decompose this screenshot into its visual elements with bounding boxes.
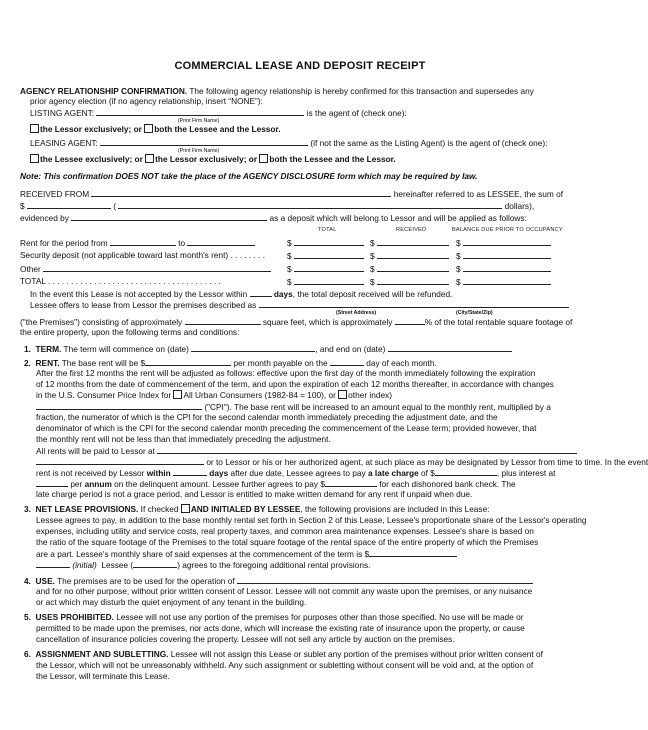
section-assignment-line-1: 6. ASSIGNMENT AND SUBLETTING. Lessee will not assign this Lease or sublet any portion of the premises without prior written consent of [24,649,543,659]
print-firm-name-caption: (Print Firm Name) [178,118,220,124]
expense-share-field[interactable] [369,548,457,557]
section-rent-line-1: 2. RENT. The base rent will be $ per month payable on the day of each month. [24,358,437,368]
assignment-line-3: the Lessor, will terminate this Lease. [36,671,170,681]
other-received-field[interactable] [377,263,449,272]
section-term: 1. TERM. The term will commence on (date) , and end on (date) [24,343,512,354]
rent-received-field[interactable] [377,237,449,246]
acceptance-line: In the event this Lease is not accepted by the Lessor within days, the total deposit received will be refunded. [30,289,453,299]
leasing-agent-field[interactable] [100,137,308,146]
evidenced-row: evidenced by as a deposit which will belong to Lessor and will be applied as follows: [20,213,527,223]
rent-to-field[interactable] [187,237,255,246]
rent-line-2: After the first 12 months the rent will be adjusted as follows: effective upon the first day of the month immediately following the expiration [36,368,536,378]
rent-line-6: fraction, the numerator of which is the CPI for the second calendar month immediately preceding the adjustment date, and the [36,412,498,422]
rent-total-field[interactable] [294,237,364,246]
square-feet-field[interactable] [185,316,261,325]
col-header-balance: BALANCE DUE PRIOR TO OCCUPANCY [452,227,563,233]
city-state-zip-caption: (City/State/Zip) [456,310,493,316]
received-from-row: RECEIVED FROM hereinafter referred to as LESSEE, the sum of [20,189,564,199]
agency-line-1: AGENCY RELATIONSHIP CONFIRMATION. The following agency relationship is hereby confirmed for this transaction and supersedes any [20,86,534,96]
prohibited-line-2: permitted to be made upon the premises, nor acts done, which will increase the existing rate of insurance upon the property, or cause [36,623,525,633]
base-rent-field[interactable] [145,357,231,366]
rent-line-3: of 12 months from the date of commencement of the term, and upon the expiration of each 12 months thereafter, in accordance with changes [36,379,554,389]
lessor-exclusive-checkbox-2[interactable] [145,154,154,163]
operation-use-field[interactable] [237,575,533,584]
sum-words-field[interactable] [118,200,502,209]
col-header-received: RECEIVED [396,227,427,233]
evidenced-by-field[interactable] [71,212,267,221]
grand-received-field[interactable] [377,276,449,285]
security-deposit-row: Security deposit (not applicable toward last month's rent) . . . . . . . . [20,250,266,260]
security-balance-field[interactable] [463,250,551,259]
cpi-other-checkbox[interactable] [338,390,347,399]
lessee-initials-field[interactable] [133,559,177,568]
rent-line-5: ("CPI"). The base rent will be increased to an amount equal to the monthly rent, multiplied by a [36,401,551,412]
leasing-agent-row: LEASING AGENT: (if not the same as the Listing Agent) is the agent of (check one): [30,138,548,148]
other-received-cell: $ [370,263,449,274]
security-balance-cell: $ [456,250,551,261]
square-feet-line: ("the Premises") consisting of approximately square feet, which is approximately % of the total rentable square footage of [20,317,573,327]
premises-address-field[interactable] [259,299,569,308]
grand-received-cell: $ [370,276,449,287]
section-prohibited-line-1: 5. USES PROHIBITED. Lessee will not use any portion of the premises for purposes other than those specified. No use will be made or [24,612,524,622]
print-firm-name-caption-2: (Print Firm Name) [178,148,220,154]
both-checkbox-2[interactable] [259,154,268,163]
premises-line: Lessee offers to lease from Lessor the premises described as [30,299,569,310]
net-lease-line-2: Lessee agrees to pay, in addition to the base monthly rental set forth in Section 2 of this Lease, Lessee's proportionate share of the Lessor's operating [36,515,587,525]
other-balance-cell: $ [456,263,551,274]
percent-field[interactable] [395,316,425,325]
other-total-field[interactable] [294,263,364,272]
dishonored-check-fee-field[interactable] [325,478,377,487]
received-from-field[interactable] [91,188,391,197]
grand-total-cell: $ [287,276,364,287]
rent-line-7: denominator of which is the CPI for the second calendar month preceding the commencement of the Lease term; provided however, that [36,423,537,433]
cpi-urban-checkbox[interactable] [173,390,182,399]
security-received-cell: $ [370,250,449,261]
grand-total-field[interactable] [294,276,364,285]
rent-period-row: Rent for the period from to [20,237,255,248]
other-total-cell: $ [287,263,364,274]
section-use-line-1: 4. USE. The premises are to be used for the operation of [24,575,533,586]
other-description-field[interactable] [43,263,271,272]
rent-balance-field[interactable] [463,237,551,246]
agency-heading: AGENCY RELATIONSHIP CONFIRMATION. [20,86,188,96]
use-line-2: and for no other purpose, without prior written consent of Lessor. Lessee will not commit any waste upon the premises, or any nuisance [36,586,533,596]
net-lease-line-4: the ratio of the square footage of the Premises to the total square footage of the rental space of the entire property of which the Premises [36,537,539,547]
security-total-cell: $ [287,250,364,261]
use-line-3: or act which may disturb the quiet enjoyment of any tenant in the building. [36,597,307,607]
total-row: TOTAL . . . . . . . . . . . . . . . . . . . . . . . . . . . . . . . . . . . . . . [20,276,221,286]
page-title: COMMERCIAL LEASE AND DEPOSIT RECEIPT [174,60,426,72]
other-index-field[interactable] [36,401,202,410]
lessee-exclusive-checkbox[interactable] [30,154,39,163]
listing-agent-field[interactable] [96,107,304,116]
rent-received-cell: $ [370,237,449,248]
rent-payment-address-cont-field[interactable] [36,456,204,465]
net-lease-line-3: expenses, including utility and service costs, real property taxes, and common area maintenance expenses. Lessee's share is based on [36,526,534,536]
security-total-field[interactable] [294,250,364,259]
net-lease-line-6: (initial) Lessee ( ) agrees to the foregoing additional rental provisions. [36,559,370,570]
note-line: Note: This confirmation DOES NOT take the place of the AGENCY DISCLOSURE form which may be required by law. [20,171,478,181]
listing-agent-options: the Lessor exclusively; or both the Lessee and the Lessor. [30,124,281,134]
rent-line-9: All rents will be paid to Lessor at [36,445,577,456]
term-end-field[interactable] [388,343,512,352]
security-received-field[interactable] [377,250,449,259]
net-lease-line-5: are a part. Lessee's monthly share of said expenses at the commencement of the term is $ [36,548,457,559]
listing-agent-row: LISTING AGENT: is the agent of (check one): [30,108,407,118]
lessor-exclusive-checkbox[interactable] [30,124,39,133]
acceptance-days-field[interactable] [250,288,272,297]
interest-rate-field[interactable] [36,478,68,487]
rent-line-8: the monthly rent will not be less than that immediately preceding the adjustment. [36,434,331,444]
both-checkbox[interactable] [144,124,153,133]
terms-intro-line: the entire property, upon the following terms and conditions: [20,327,240,337]
assignment-line-2: the Lessor, which will not be unreasonably withheld. Any such assignment or subletting without consent will be void and, at the option of [36,660,534,670]
section-net-lease-line-1: 3. NET LEASE PROVISIONS. If checked AND INITIALED BY LESSEE, the following provisions are included in this Lease: [24,504,490,514]
prohibited-line-3: cancellation of insurance policies covering the property. Lessee will not sell any article by auction on the premises. [36,634,455,644]
other-row: Other [20,263,271,274]
sum-amount-field[interactable] [27,200,111,209]
rent-due-day-field[interactable] [330,357,364,366]
grand-balance-cell: $ [456,276,551,287]
grand-balance-field[interactable] [463,276,551,285]
initial-blank-field[interactable] [36,559,70,568]
rent-line-10: or to Lessor or his or her authorized agent, at such place as may be designated by Lessor from time to time. In the event [36,456,648,467]
rent-line-11: rent is not received by Lessor within days after due date, Lessee agrees to pay a late charge of $ , plus interest at [36,468,556,478]
agency-line-2: prior agency election (if no agency relationship, insert “NONE”): [30,96,263,106]
sum-row: $ ( dollars), [20,201,535,211]
street-address-caption: (Street Address) [336,310,377,316]
rent-line-13: late charge period is not a grace period, and Lessor is entitled to make written demand for any rent if unpaid when due. [36,489,473,499]
rent-payment-address-field[interactable] [157,445,577,454]
leasing-agent-options: the Lessee exclusively; or the Lessor exclusively; or both the Lessee and the Lessor. [30,154,396,164]
rent-from-field[interactable] [110,237,176,246]
rent-line-12: per annum on the delinquent amount. Lessee further agrees to pay $ for each dishonored bank check. The [36,478,516,489]
rent-total-cell: $ [287,237,364,248]
late-days-field[interactable] [173,467,207,476]
term-start-field[interactable] [191,343,315,352]
rent-line-4: in the U.S. Consumer Price Index for All Urban Consumers (1982-84 = 100), or other index) [36,390,392,400]
rent-balance-cell: $ [456,237,551,248]
other-balance-field[interactable] [463,263,551,272]
late-charge-field[interactable] [435,467,497,476]
net-lease-checkbox[interactable] [181,504,190,513]
col-header-total: TOTAL [318,227,337,233]
